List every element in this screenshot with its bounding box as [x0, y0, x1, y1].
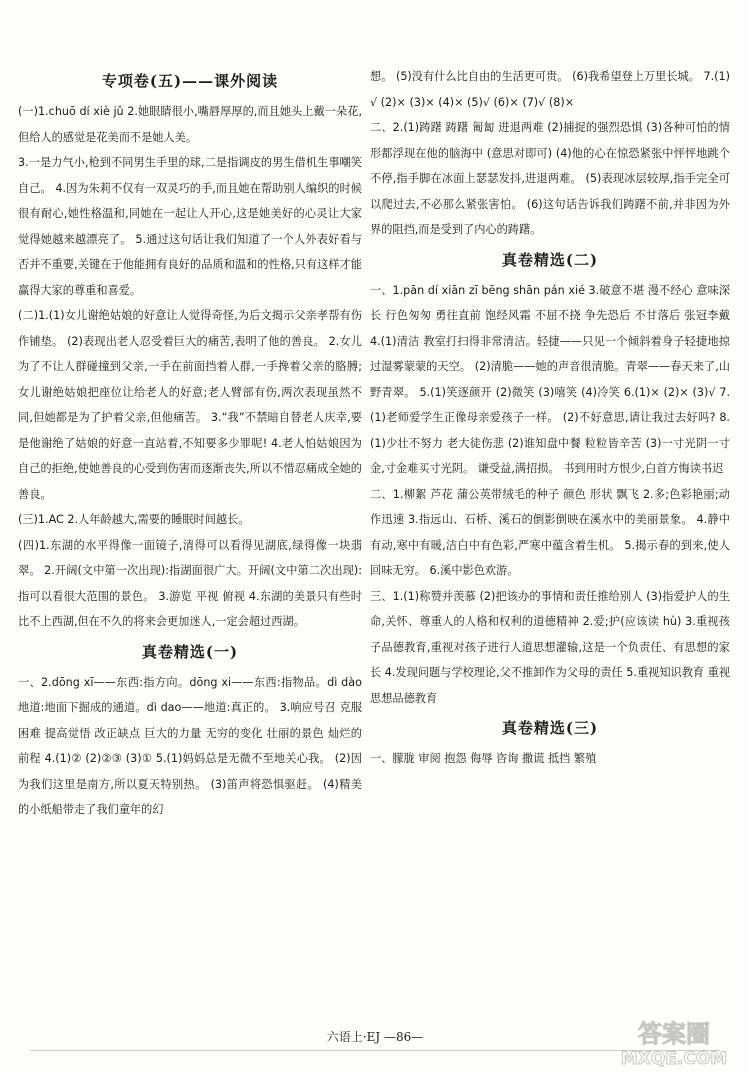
answer-paragraph: 二、1.柳絮 芦花 蒲公英带绒毛的种子 颜色 形状 飘飞 2.多;色彩艳丽;动作迅速 3.指远山、石桥、溪石的倒影倒映在溪水中的美丽景象。 4.静中有动,寒中有暖,洁白中有色彩,严寒中蕴含着生机。 5.揭示春的到来,使人回味无穷。 6.溪中影色欢游。 [370, 487, 730, 577]
answer-paragraph: 一、1.pān dí xiān zī bēng shān pán xié 3.破意不堪 漫不经心 意味深长 行色匆匆 勇往直前 饱经风霜 不屈不挠 争先恐后 不甘落后 张冠李戴 4.(1)清洁 教室打扫得非常清洁。轻捷——只见一个倾斜着身子轻捷地掠过湿雾蒙蒙的天空。 (2)清脆——她的声音很清脆。青翠——春天来了,山野青翠。 5.(1)笑逐颜开 (2)微笑 (3)嘻笑 (4)冷笑 6.(1)× (2)× (3)√ 7.(1)老师爱学生正像母亲爱孩子一样。 (2)不好意思,请让我过去好吗? 8.(1)少壮不努力 老大徒伤悲 (2)谁知盘中餐 粒粒皆辛苦 (3)一寸光阴一寸金,寸金难买寸光阴。 谦受益,满招损。 书到用时方恨少,白首方悔读书迟 [370, 283, 730, 475]
answer-paragraph: (二)1.(1)女儿谢绝姑娘的好意让人觉得奇怪,为后文揭示父亲孝帮有伤作铺垫。 (2)表现出老人忍受着巨大的痛苦,表明了他的善良。 2.女儿为了不让人群碰撞到父亲,一手在前面挡着人群,一手搀着父亲的胳膊;女儿谢绝姑娘把座位让给老人的好意;老人臂部有伤,两次表现虽然不同,但她都是为了护着父亲,但他痛苦。 3.“我”不禁暗自替老人庆幸,要是他谢绝了姑娘的好意一直站着,不知要多少罪呢! 4.老人怕姑娘因为自己的拒绝,使她善良的心受到伤害而逐渐丧失,所以不惜忍痛成全她的善良。 [18, 309, 362, 501]
page-footer: 六语上·EJ —86— [326, 1030, 424, 1044]
left-column [18, 64, 362, 823]
watermark-logo [604, 1012, 744, 1070]
answer-paragraph: 一、朦胧 审阅 抱怨 侮辱 咨询 撒谎 抵挡 繁殖 [370, 752, 597, 765]
watermark-text-cn: 答案圈 [638, 1020, 710, 1048]
section-title-reading: 专项卷(五)——课外阅读 [101, 72, 279, 90]
right-column [370, 64, 730, 772]
answer-paragraph: 想。 (5)没有什么比自由的生活更可贵。 (6)我希望登上万里长城。 7.(1)√ (2)× (3)× (4)× (5)√ (6)× (7)√ (8)× [370, 70, 730, 109]
answer-paragraph: 二、2.(1)踌躇 踌躇 匍匐 进退两难 (2)捕捉的强烈恐惧 (3)各种可怕的情形都浮现在他的脑海中 (意思对即可) (4)他的心在惊恐紧张中怦怦地跳个不停,指手脚在冰面上瑟瑟发抖,进退两难。 (5)表现冰层较厚,指手完全可以爬过去,不必那么紧张害怕。 (6)这句话告诉我们踌躇不前,并非因为外界的阻挡,而是受到了内心的踌躇。 [370, 121, 730, 236]
answer-paragraph: (四)1.东湖的水平得像一面镜子,清得可以看得见湖底,绿得像一块翡翠。 2.开阔(文中第一次出现):指湖面很广大。开阔(文中第二次出现):指可以看很大范围的景色。 3.游览 平视 俯视 4.东湖的美景只有些时比不上西湖,但在不久的将来会更加迷人,一定会超过西湖。 [18, 538, 362, 628]
answer-paragraph: 3.一是力气小,枪到不同男生手里的球,二是指调皮的男生借机生事嘲笑自己。 4.因为朱莉不仅有一双灵巧的手,而且她在帮助别人编织的时候很有耐心,她性格温和,同她在一起让人开心,这是她美好的心灵让大家觉得她越来越漂亮了。 5.通过这句话让我们知道了一个人外表好看与否并不重要,关键在于他能拥有良好的品质和温和的性格,只有这样才能赢得大家的尊重和喜爱。 [18, 156, 362, 297]
answer-paragraph: 一、2.dōng xī——东西:指方向。dōng xi——东西:指物品。dì dào 地道:地面下掘成的通道。dì dao——地道:真正的。 3.响应号召 克服困难 提高觉悟 改正缺点 巨大的力量 无穷的变化 壮丽的景色 灿烂的前程 4.(1)② (2)②③ (3)① 5.(1)妈妈总是无微不至地关心我。 (2)因为我们这里是南方,所以夏天特别热。 (3)笛声将恐惧驱赶。 (4)精美的小纸船带走了我们童年的幻 [18, 675, 362, 816]
section-title-selected-1: 真卷精选(一) [141, 642, 239, 661]
section-title-selected-3: 真卷精选(三) [501, 719, 599, 737]
answer-paragraph: (一)1.chuō dí xiè jǔ 2.她眼睛很小,嘴唇厚厚的,而且她头上戴一朵花,但给人的感觉是花美而不是她人美。 [18, 105, 362, 144]
watermark-text-url: MXQE.COM [620, 1049, 728, 1069]
answer-paragraph: 三、1.(1)称赞并羡慕 (2)把该办的事情和责任推给别人 (3)指爱护人的生命,关怀、尊重人的人格和权利的道德精神 2.爱;护(应该读 hù) 3.重视孩子品德教育,重视对孩子进行人道思想灌输,这是一个负责任、有思想的家长 4.发现问题与学校理论,父不推卸作为父母的责任 5.重视知识教育 重视思想品德教育 [370, 589, 731, 705]
answer-paragraph: (三)1.AC 2.人年龄越大,需要的睡眠时间越长。 [18, 513, 250, 526]
section-title-selected-2: 真卷精选(二) [501, 250, 599, 269]
